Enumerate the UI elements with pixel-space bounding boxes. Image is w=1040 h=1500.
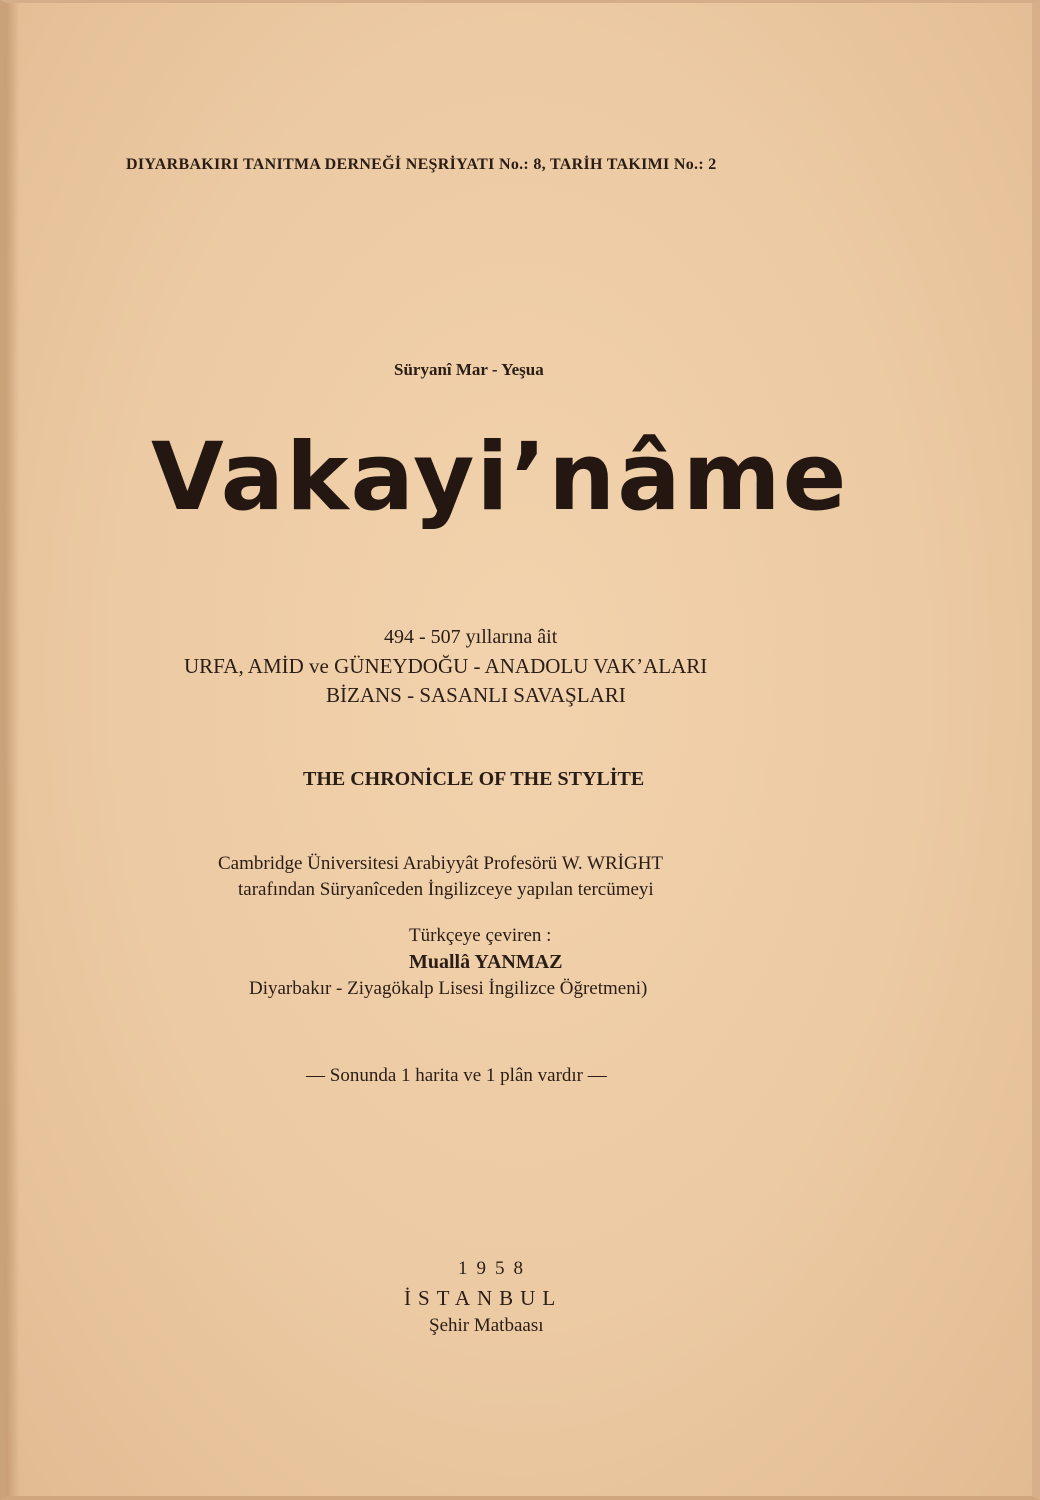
english-title: THE CHRONİCLE OF THE STYLİTE [303,768,645,790]
author-line: Süryanî Mar - Yeşua [394,360,544,379]
publication-city: İSTANBUL [404,1286,563,1310]
appendix-note: — Sonunda 1 harita ve 1 plân vardır — [306,1065,607,1086]
translator-name: Muallâ YANMAZ [409,951,563,973]
translated-by-label: Türkçeye çeviren : [409,925,552,946]
translation-source-line: tarafından Süryanîceden İngilizceye yapılan tercümeyi [238,879,654,900]
subtitle-line-1: URFA, AMİD ve GÜNEYDOĞU - ANADOLU VAK’ALARI [184,654,708,678]
years-line: 494 - 507 yıllarına âit [384,626,558,648]
publisher-press: Şehir Matbaası [429,1315,544,1336]
spine-shade [6,3,20,1496]
book-title: Vakayi’nâme [151,423,849,532]
series-heading: DIYARBAKIRI TANITMA DERNEĞİ NEŞRİYATI No.: 8, TARİH TAKIMI No.: 2 [126,156,717,173]
translator-affiliation: Diyarbakır - Ziyagökalp Lisesi İngilizce Öğretmeni) [249,978,648,999]
subtitle-line-2: BİZANS - SASANLI SAVAŞLARI [326,683,626,707]
publication-year: 1958 [458,1258,532,1279]
original-translator-line: Cambridge Üniversitesi Arabiyyât Profesörü W. WRİGHT [218,853,664,874]
